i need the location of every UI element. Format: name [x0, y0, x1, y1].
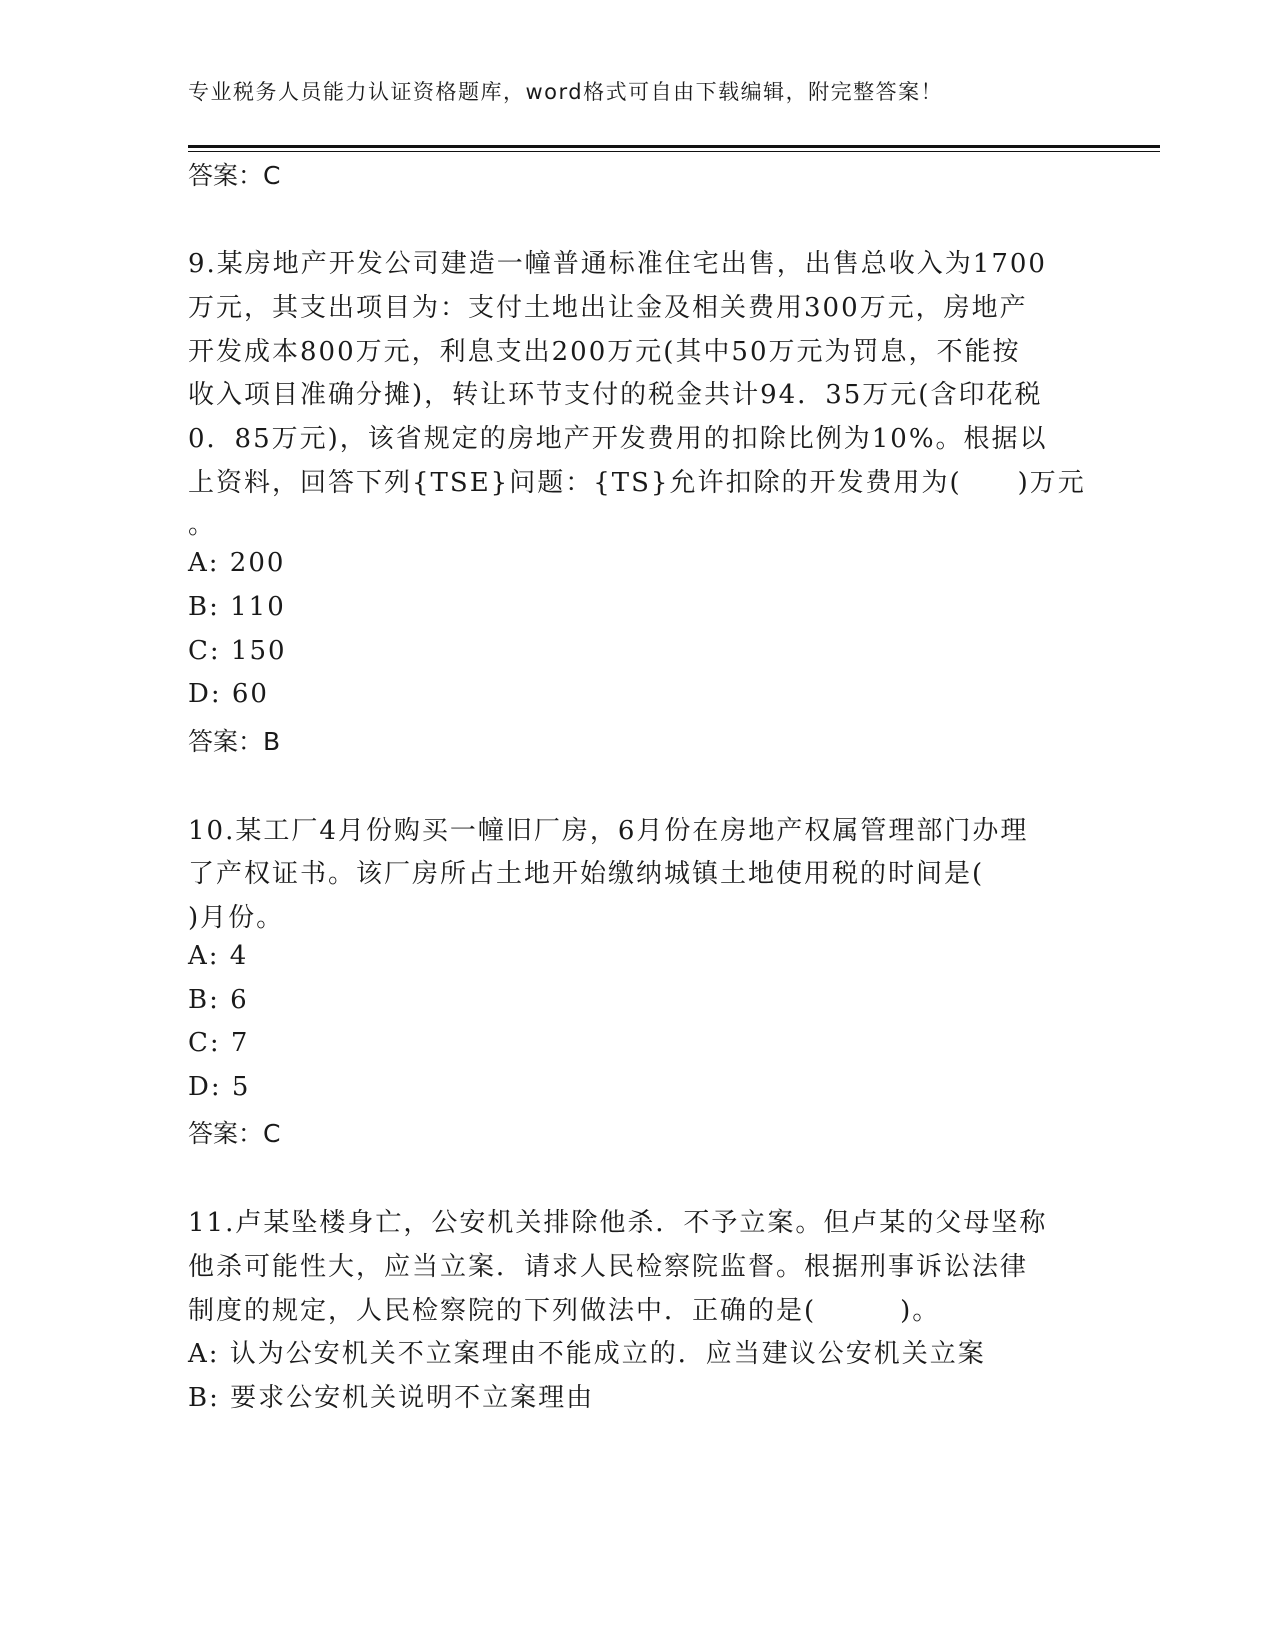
question-9-line: 9.某房地产开发公司建造一幢普通标准住宅出售，出售总收入为1700 — [188, 249, 1047, 279]
header-rule-thick — [188, 145, 1160, 148]
question-9-line: 收入项目准确分摊)，转让环节支付的税金共计94．35万元(含印花税 — [188, 380, 1043, 410]
answer-q10: 答案：C — [188, 1119, 281, 1148]
answer-q8: 答案：C — [188, 161, 281, 190]
question-10-option-d: D: 5 — [188, 1072, 251, 1102]
answer-q9: 答案：B — [188, 727, 281, 756]
question-10-line: 了产权证书。该厂房所占土地开始缴纳城镇土地使用税的时间是( — [188, 859, 985, 889]
question-9-line: 万元，其支出项目为：支付土地出让金及相关费用300万元，房地产 — [188, 293, 1028, 323]
question-10-line: )月份。 — [188, 903, 285, 933]
question-9-option-d: D: 60 — [188, 679, 269, 709]
question-9-line: 0．85万元)，该省规定的房地产开发费用的扣除比例为10%。根据以 — [188, 424, 1048, 454]
question-11-line: 他杀可能性大，应当立案．请求人民检察院监督。根据刑事诉讼法律 — [188, 1252, 1029, 1282]
question-9-option-a: A: 200 — [188, 548, 286, 578]
header-rule-thin — [188, 151, 1160, 152]
question-9-line: 开发成本800万元，利息支出200万元(其中50万元为罚息，不能按 — [188, 337, 1021, 367]
question-9-line: 上资料，回答下列{TSE}问题：{TS}允许扣除的开发费用为( )万元 — [188, 468, 1086, 498]
page-header: 专业税务人员能力认证资格题库，word格式可自由下载编辑，附完整答案！ — [188, 80, 944, 104]
question-10-option-a: A: 4 — [188, 941, 249, 971]
question-11-line: 制度的规定，人民检察院的下列做法中．正确的是( )。 — [188, 1296, 941, 1326]
question-10-option-c: C: 7 — [188, 1028, 250, 1058]
question-9-option-b: B: 110 — [188, 592, 286, 622]
question-11-line: 11.卢某坠楼身亡，公安机关排除他杀．不予立案。但卢某的父母坚称 — [188, 1208, 1048, 1238]
question-9-option-c: C: 150 — [188, 636, 287, 666]
question-11-option-a: A: 认为公安机关不立案理由不能成立的．应当建议公安机关立案 — [188, 1339, 986, 1369]
question-11-option-b: B: 要求公安机关说明不立案理由 — [188, 1383, 595, 1413]
question-10-line: 10.某工厂4月份购买一幢旧厂房，6月份在房地产权属管理部门办理 — [188, 816, 1029, 846]
question-9-line: 。 — [188, 510, 217, 540]
question-10-option-b: B: 6 — [188, 985, 249, 1015]
